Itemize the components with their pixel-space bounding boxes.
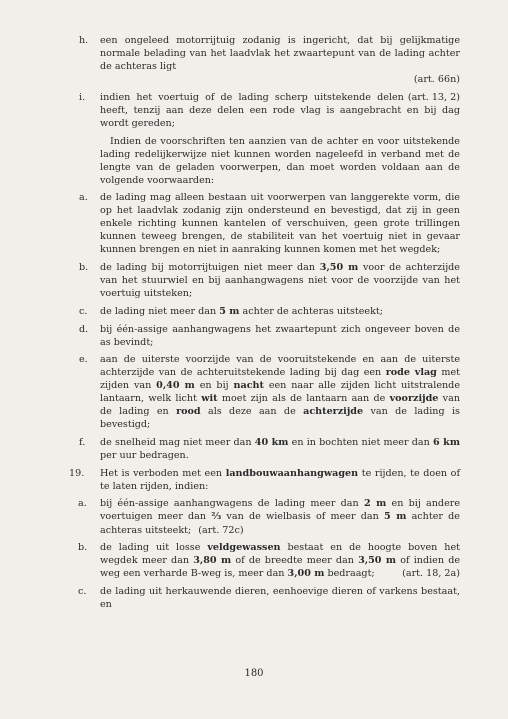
item-text: de snelheid mag niet meer dan <box>100 437 255 449</box>
item-marker: c. <box>79 305 88 317</box>
item-marker: d. <box>79 323 89 335</box>
article-reference: (art. 18, 2a) <box>402 568 460 580</box>
article-text: te rijden, te doen of te laten rijden, indien: <box>100 467 460 492</box>
article-19 <box>69 467 460 493</box>
item-text: per uur bedragen. <box>100 450 189 462</box>
emphasis: 3,50 m <box>319 262 359 274</box>
item-marker: b. <box>79 262 89 274</box>
emphasis: 40 km <box>254 437 289 449</box>
emphasis: achterzijde <box>303 406 364 418</box>
emphasis: rode vlag <box>385 367 437 379</box>
item-text: bij één-assige aanhangwagens het zwaartepunt zich ongeveer boven de as bevindt; <box>100 323 460 348</box>
item-text: moet zijn als de lantaarn aan de <box>217 393 390 405</box>
item-text: en bij <box>194 380 234 392</box>
condition-b <box>76 261 460 300</box>
item-marker: b. <box>78 542 88 554</box>
item-text: de lading bij motorrijtuigen niet meer dan <box>100 262 320 274</box>
page-number: 180 <box>244 668 264 679</box>
item-text: de lading uit losse <box>100 542 208 554</box>
condition-e <box>76 353 460 431</box>
emphasis: veldgewassen <box>207 542 281 554</box>
list-item-h <box>76 34 460 86</box>
emphasis: 3,00 m <box>287 568 325 580</box>
page-body <box>69 34 461 616</box>
condition-a <box>76 191 460 256</box>
intro-paragraph: Indien de voorschriften ten aanzien van de achter en voor uitstekende lading redelijkerwijze niet kunnen worden nageleefd in verband met de lengte van de geladen voorwerpen, dan moet worden voldaan aan de volgende voorwaarden: <box>100 135 460 186</box>
emphasis: 3,80 m <box>193 555 232 567</box>
item-text: achter de achteras uitsteekt; <box>239 305 384 317</box>
item-marker: e. <box>79 354 88 366</box>
item-text: van de lading en <box>100 393 460 418</box>
item-marker: i. <box>79 91 86 103</box>
item-text: voor de achterzijde van het stuurwiel en bij aanhangwagens niet voor de voorzijde van het voertuig uitsteken; <box>100 262 460 300</box>
item-text: bij één-assige aanhangwagens de lading meer dan <box>100 498 364 510</box>
item-text: of de breedte meer dan <box>231 555 359 567</box>
item-text: en in bochten niet meer dan <box>288 437 434 449</box>
item-text: achter de achteras uitsteekt; <box>100 511 460 536</box>
item-text: een naar alle zijden licht uitstralende lantaarn, welk licht <box>100 380 461 405</box>
condition-c <box>76 305 460 318</box>
item-marker: a. <box>79 192 88 204</box>
item-text: van de lading is bevestigd; <box>100 406 460 431</box>
item-text: aan de uiterste voorzijde van de vooruitstekende en aan de uiterste achterzijde van de achteruitstekende lading bij dag een <box>100 354 460 379</box>
article-reference: (art. 66n) <box>413 74 460 86</box>
item-text: de lading niet meer dan <box>100 305 220 317</box>
article-text: Het is verboden met een <box>100 467 226 479</box>
emphasis: wit <box>201 393 218 405</box>
article-19-item-c <box>76 585 460 611</box>
emphasis: ⅔ <box>211 511 222 523</box>
condition-d <box>76 323 460 349</box>
emphasis: 5 m <box>219 305 240 317</box>
emphasis: 3,50 m <box>358 555 397 567</box>
item-text: de lading uit herkauwende dieren, eenhoevige dieren of varkens bestaat, en <box>100 585 460 610</box>
emphasis: 5 m <box>384 511 407 523</box>
item-text: bedraagt; <box>324 568 375 580</box>
emphasis: 0,40 m <box>156 380 195 392</box>
article-number: 19. <box>69 467 85 479</box>
article-19-item-a <box>76 497 460 536</box>
emphasis: 6 km <box>433 437 460 449</box>
item-text: met zijden van <box>100 367 461 392</box>
article-19-item-b <box>76 541 460 580</box>
list-item-i <box>76 91 460 130</box>
article-reference: (art. 72c) <box>198 524 244 536</box>
emphasis: voorzijde <box>389 393 439 405</box>
item-marker: c. <box>78 585 87 597</box>
item-marker: f. <box>79 437 86 449</box>
item-text: indien het voertuig of de lading scherp uitstekende delen heeft, tenzij aan deze delen een rode vlag is aangebracht en bij dag wordt gereden; <box>100 91 460 129</box>
item-text: de lading mag alleen bestaan uit voorwerpen van langgerekte vorm, die op het laadvlak zodanig zijn ondersteund en bevestigd, dat zij in geen enkele richting kunnen kantelen of verschuiven, geen grote trillingen kunnen teweeg brengen, de stabiliteit van het voertuig niet in gevaar kunnen brengen en niet in aanraking kunnen komen met het wegdek; <box>100 192 460 256</box>
emphasis: 2 m <box>363 498 387 510</box>
article-reference: (art. 13, 2) <box>407 91 460 103</box>
emphasis: landbouwaanhangwagen <box>225 467 359 479</box>
emphasis: nacht <box>233 380 264 392</box>
item-text: of indien de weg een verharde B-weg is, meer dan <box>100 555 461 580</box>
item-marker: h. <box>79 35 89 46</box>
item-text: bestaat en de hoogte boven het wegdek meer dan <box>100 542 460 567</box>
item-text: en bij andere voertuigen meer dan <box>100 498 461 523</box>
item-marker: a. <box>78 498 87 510</box>
item-text: een ongeleed motorrijtuig zodanig is ingericht, dat bij gelijkmatige normale belading van het laadvlak het zwaartepunt van de lading achter de achteras ligt <box>100 35 460 73</box>
emphasis: rood <box>176 406 201 418</box>
condition-f <box>76 436 460 462</box>
item-text: van de wielbasis of meer dan <box>221 511 385 523</box>
item-text: als deze aan de <box>200 406 304 418</box>
